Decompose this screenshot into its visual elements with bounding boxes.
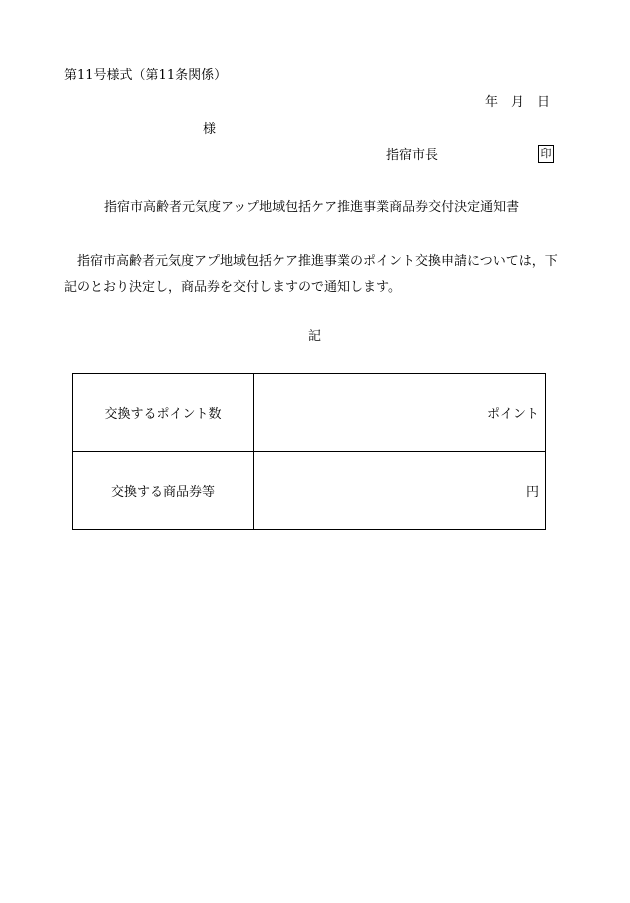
vouchers-value-field[interactable]	[254, 452, 546, 530]
seal-box: 印	[538, 145, 554, 163]
ki-label: 記	[308, 329, 322, 344]
form-number: 第11号様式（第11条関係）	[64, 68, 228, 83]
document-title: 指宿市高齢者元気度アップ地域包括ケア推進事業商品券交付決定通知書	[104, 200, 520, 215]
table-row-points	[73, 374, 546, 452]
addressee-suffix: 様	[203, 122, 217, 137]
vouchers-unit: 円	[525, 485, 539, 500]
exchange-details-table	[72, 373, 546, 530]
date-line: 年 月 日	[484, 95, 550, 110]
issuer-name: 指宿市長	[386, 148, 439, 163]
points-unit: ポイント	[486, 407, 539, 422]
issuer-block	[386, 145, 554, 165]
points-value-field[interactable]	[254, 374, 546, 452]
body-paragraph: 指宿市高齢者元気度アプ地域包括ケア推進事業のポイント交換申請については，下記のとおり決定し，商品券を交付しますので通知します。	[64, 254, 558, 295]
vouchers-label: 交換する商品券等	[73, 452, 254, 530]
table-row-vouchers	[73, 452, 546, 530]
points-label: 交換するポイント数	[73, 374, 254, 452]
